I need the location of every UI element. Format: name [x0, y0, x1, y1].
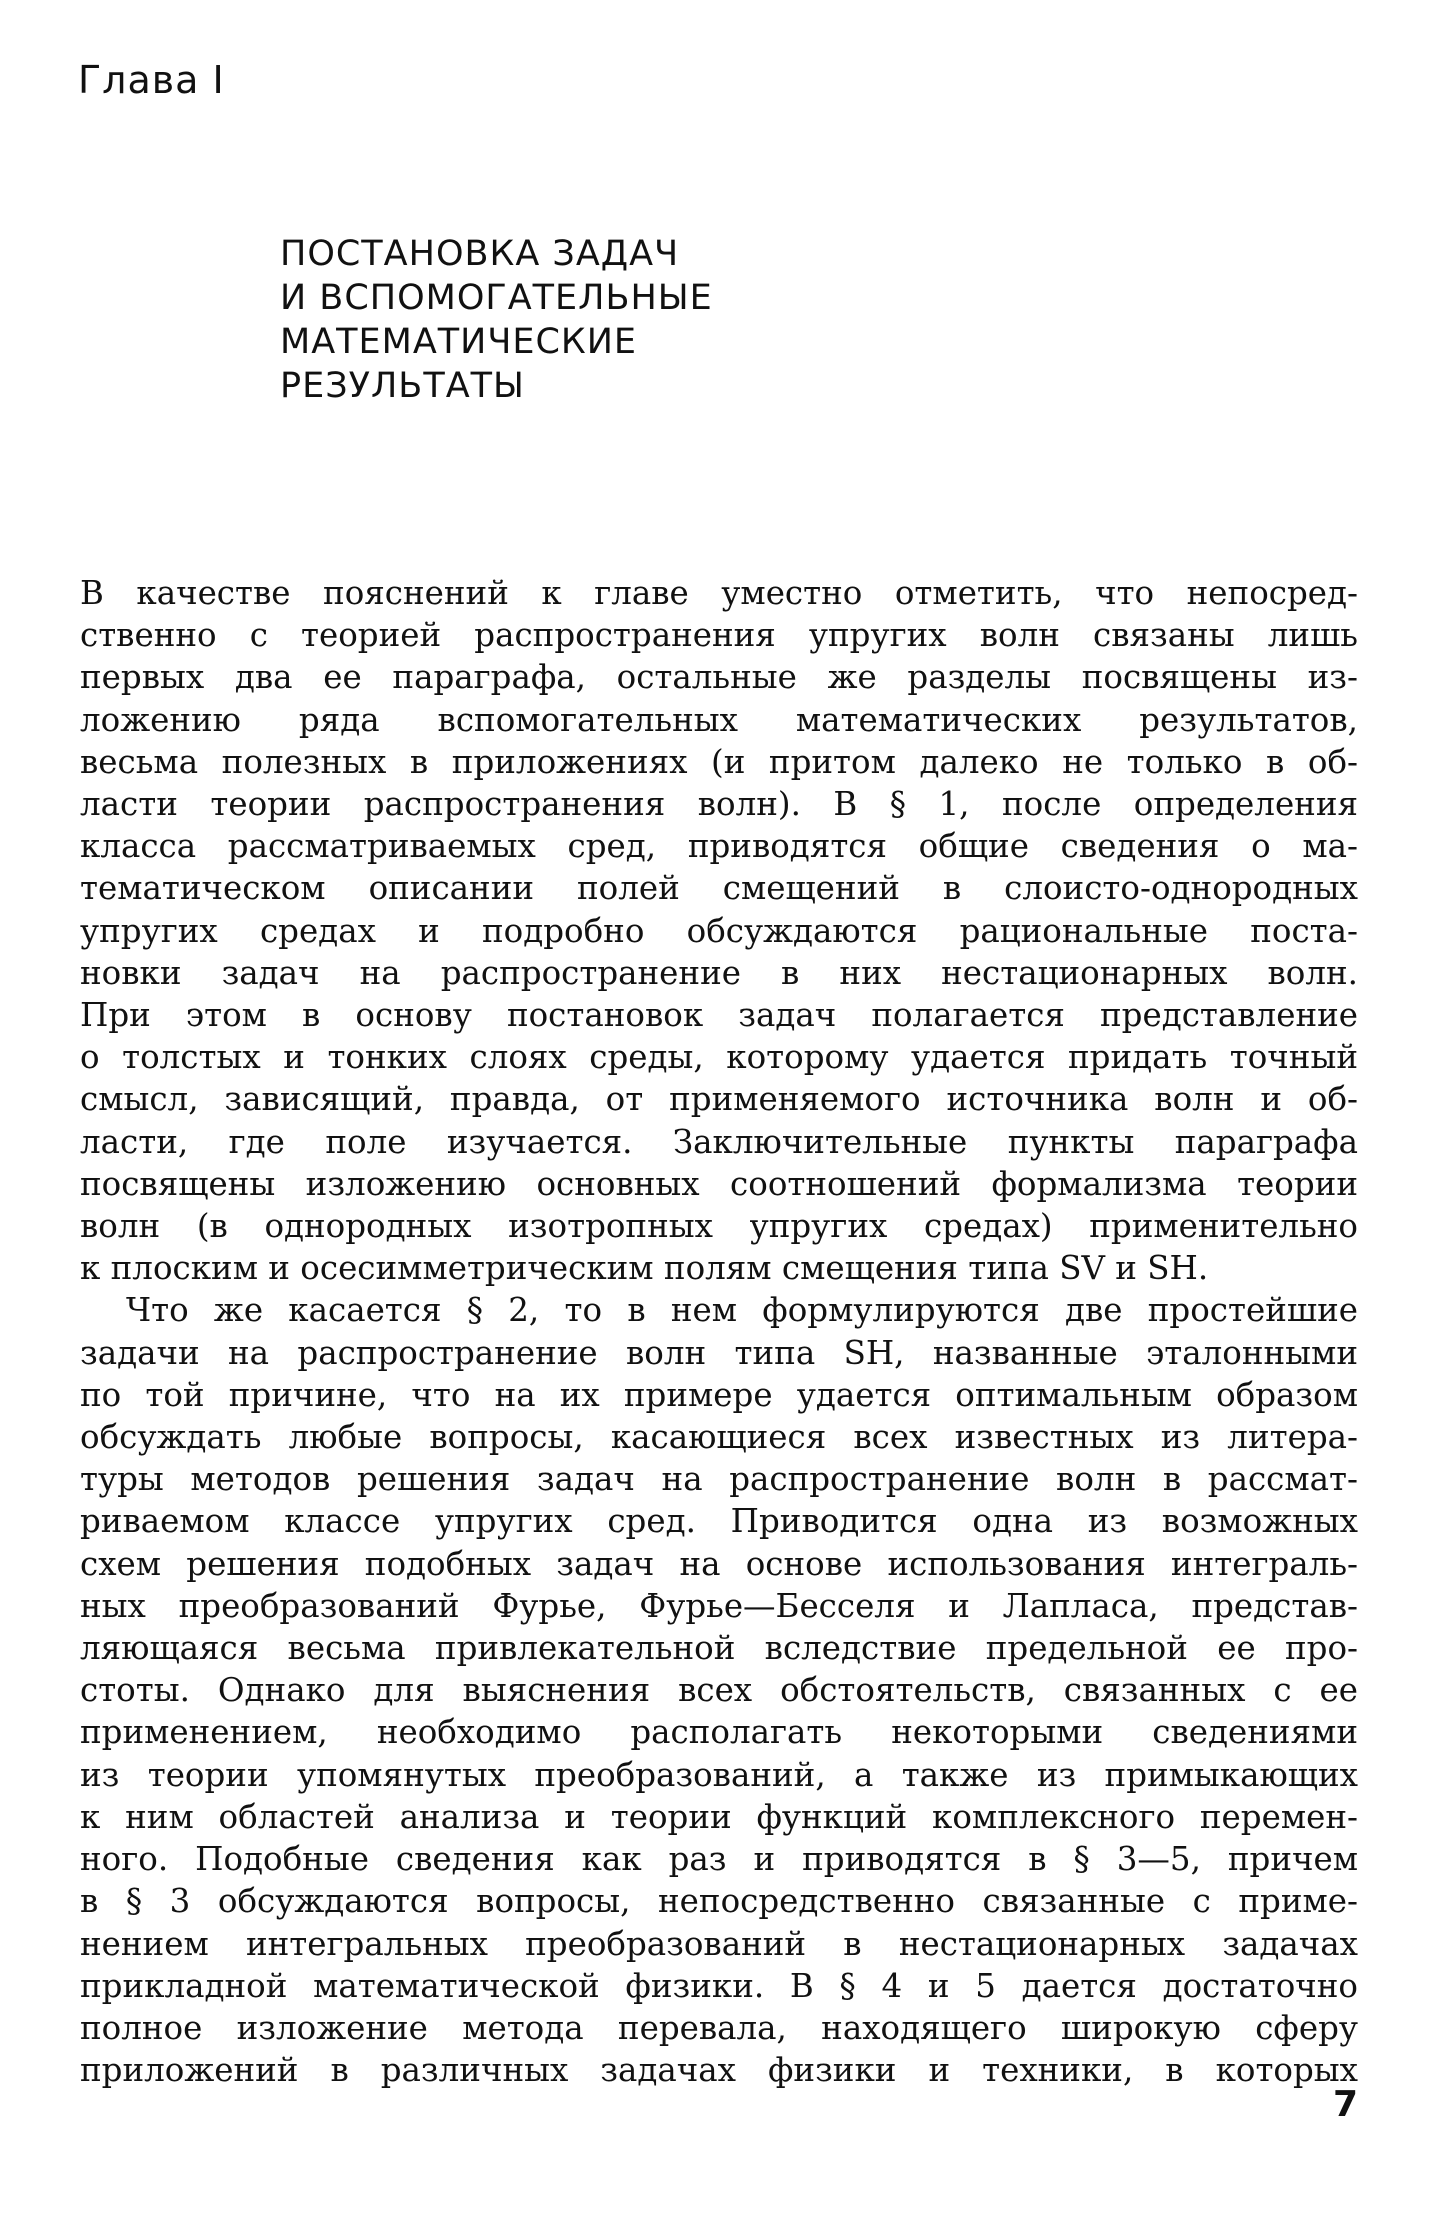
- chapter-title-line: РЕЗУЛЬТАТЫ: [280, 366, 525, 406]
- text-line: Что же касается § 2, то в нем формулируются две простейшие: [126, 1291, 1358, 1330]
- text-line: о толстых и тонких слоях среды, которому удается придать точный: [80, 1038, 1358, 1077]
- text-line: в § 3 обсуждаются вопросы, непосредственно связанные с приме-: [80, 1882, 1358, 1921]
- text-line: волн (в однородных изотропных упругих средах) применительно: [80, 1207, 1358, 1246]
- text-line: к ним областей анализа и теории функций комплексного перемен-: [80, 1797, 1358, 1836]
- text-line: смысл, зависящий, правда, от применяемого источника волн и об-: [80, 1080, 1358, 1119]
- text-line: упругих средах и подробно обсуждаются рациональные поста-: [80, 911, 1358, 950]
- text-line: ляющаяся весьма привлекательной вследствие предельной ее про-: [80, 1629, 1358, 1668]
- text-line: ных преобразований Фурье, Фурье—Бесселя и Лапласа, представ-: [80, 1586, 1358, 1625]
- text-line: первых два ее параграфа, остальные же разделы посвящены из-: [80, 658, 1358, 697]
- text-line: класса рассматриваемых сред, приводятся общие сведения о ма-: [80, 827, 1358, 866]
- text-line: приложений в различных задачах физики и техники, в которых: [80, 2051, 1358, 2090]
- text-line: ласти теории распространения волн). В § 1, после определения: [80, 785, 1358, 824]
- text-line: При этом в основу постановок задач полагается представление: [80, 996, 1358, 1035]
- text-line: ного. Подобные сведения как раз и приводятся в § 3—5, причем: [80, 1840, 1358, 1879]
- text-line: новки задач на распространение в них нестационарных волн.: [80, 953, 1358, 992]
- text-line: туры методов решения задач на распространение волн в рассмат-: [80, 1460, 1358, 1499]
- paragraph-2: [80, 1289, 1358, 2091]
- text-line: ложению ряда вспомогательных математических результатов,: [80, 700, 1358, 739]
- chapter-title-line: МАТЕМАТИЧЕСКИЕ: [280, 322, 638, 362]
- text-line: стоты. Однако для выяснения всех обстоятельств, связанных с ее: [80, 1671, 1358, 1710]
- text-line: применением, необходимо располагать некоторыми сведениями: [80, 1713, 1358, 1752]
- text-line: задачи на распространение волн типа SH, названные эталонными: [80, 1333, 1358, 1372]
- chapter-label: Глава I: [78, 58, 225, 102]
- text-line: весьма полезных в приложениях (и притом далеко не только в об-: [80, 742, 1358, 781]
- text-line: схем решения подобных задач на основе использования интеграль-: [80, 1544, 1358, 1583]
- body-text: [80, 572, 1358, 2091]
- chapter-title: [280, 232, 713, 408]
- chapter-title-line: И ВСПОМОГАТЕЛЬНЫЕ: [280, 278, 713, 318]
- text-line: посвящены изложению основных соотношений формализма теории: [80, 1164, 1358, 1203]
- text-line: тематическом описании полей смещений в слоисто-однородных: [80, 869, 1358, 908]
- text-line: ласти, где поле изучается. Заключительные пункты параграфа: [80, 1122, 1358, 1161]
- text-line: полное изложение метода перевала, находящего широкую сферу: [80, 2008, 1358, 2047]
- text-line: нением интегральных преобразований в нестационарных задачах: [80, 1924, 1358, 1963]
- text-line: прикладной математической физики. В § 4 и 5 дается достаточно: [80, 1966, 1358, 2005]
- text-line: обсуждать любые вопросы, касающиеся всех известных из литера-: [80, 1418, 1358, 1457]
- text-line: из теории упомянутых преобразований, а также из примыкающих: [80, 1755, 1358, 1794]
- paragraph-1: [80, 572, 1358, 1289]
- text-line: ственно с теорией распространения упругих волн связаны лишь: [80, 616, 1358, 655]
- text-line: В качестве пояснений к главе уместно отметить, что непосред-: [80, 574, 1358, 612]
- text-line: к плоским и осесимметрическим полям смещения типа SV и SH.: [80, 1249, 1209, 1288]
- text-line: риваемом классе упругих сред. Приводится одна из возможных: [80, 1502, 1358, 1541]
- page-number: 7: [1332, 2084, 1358, 2125]
- text-line: по той причине, что на их примере удается оптимальным образом: [80, 1375, 1358, 1414]
- chapter-title-line: ПОСТАНОВКА ЗАДАЧ: [280, 234, 680, 274]
